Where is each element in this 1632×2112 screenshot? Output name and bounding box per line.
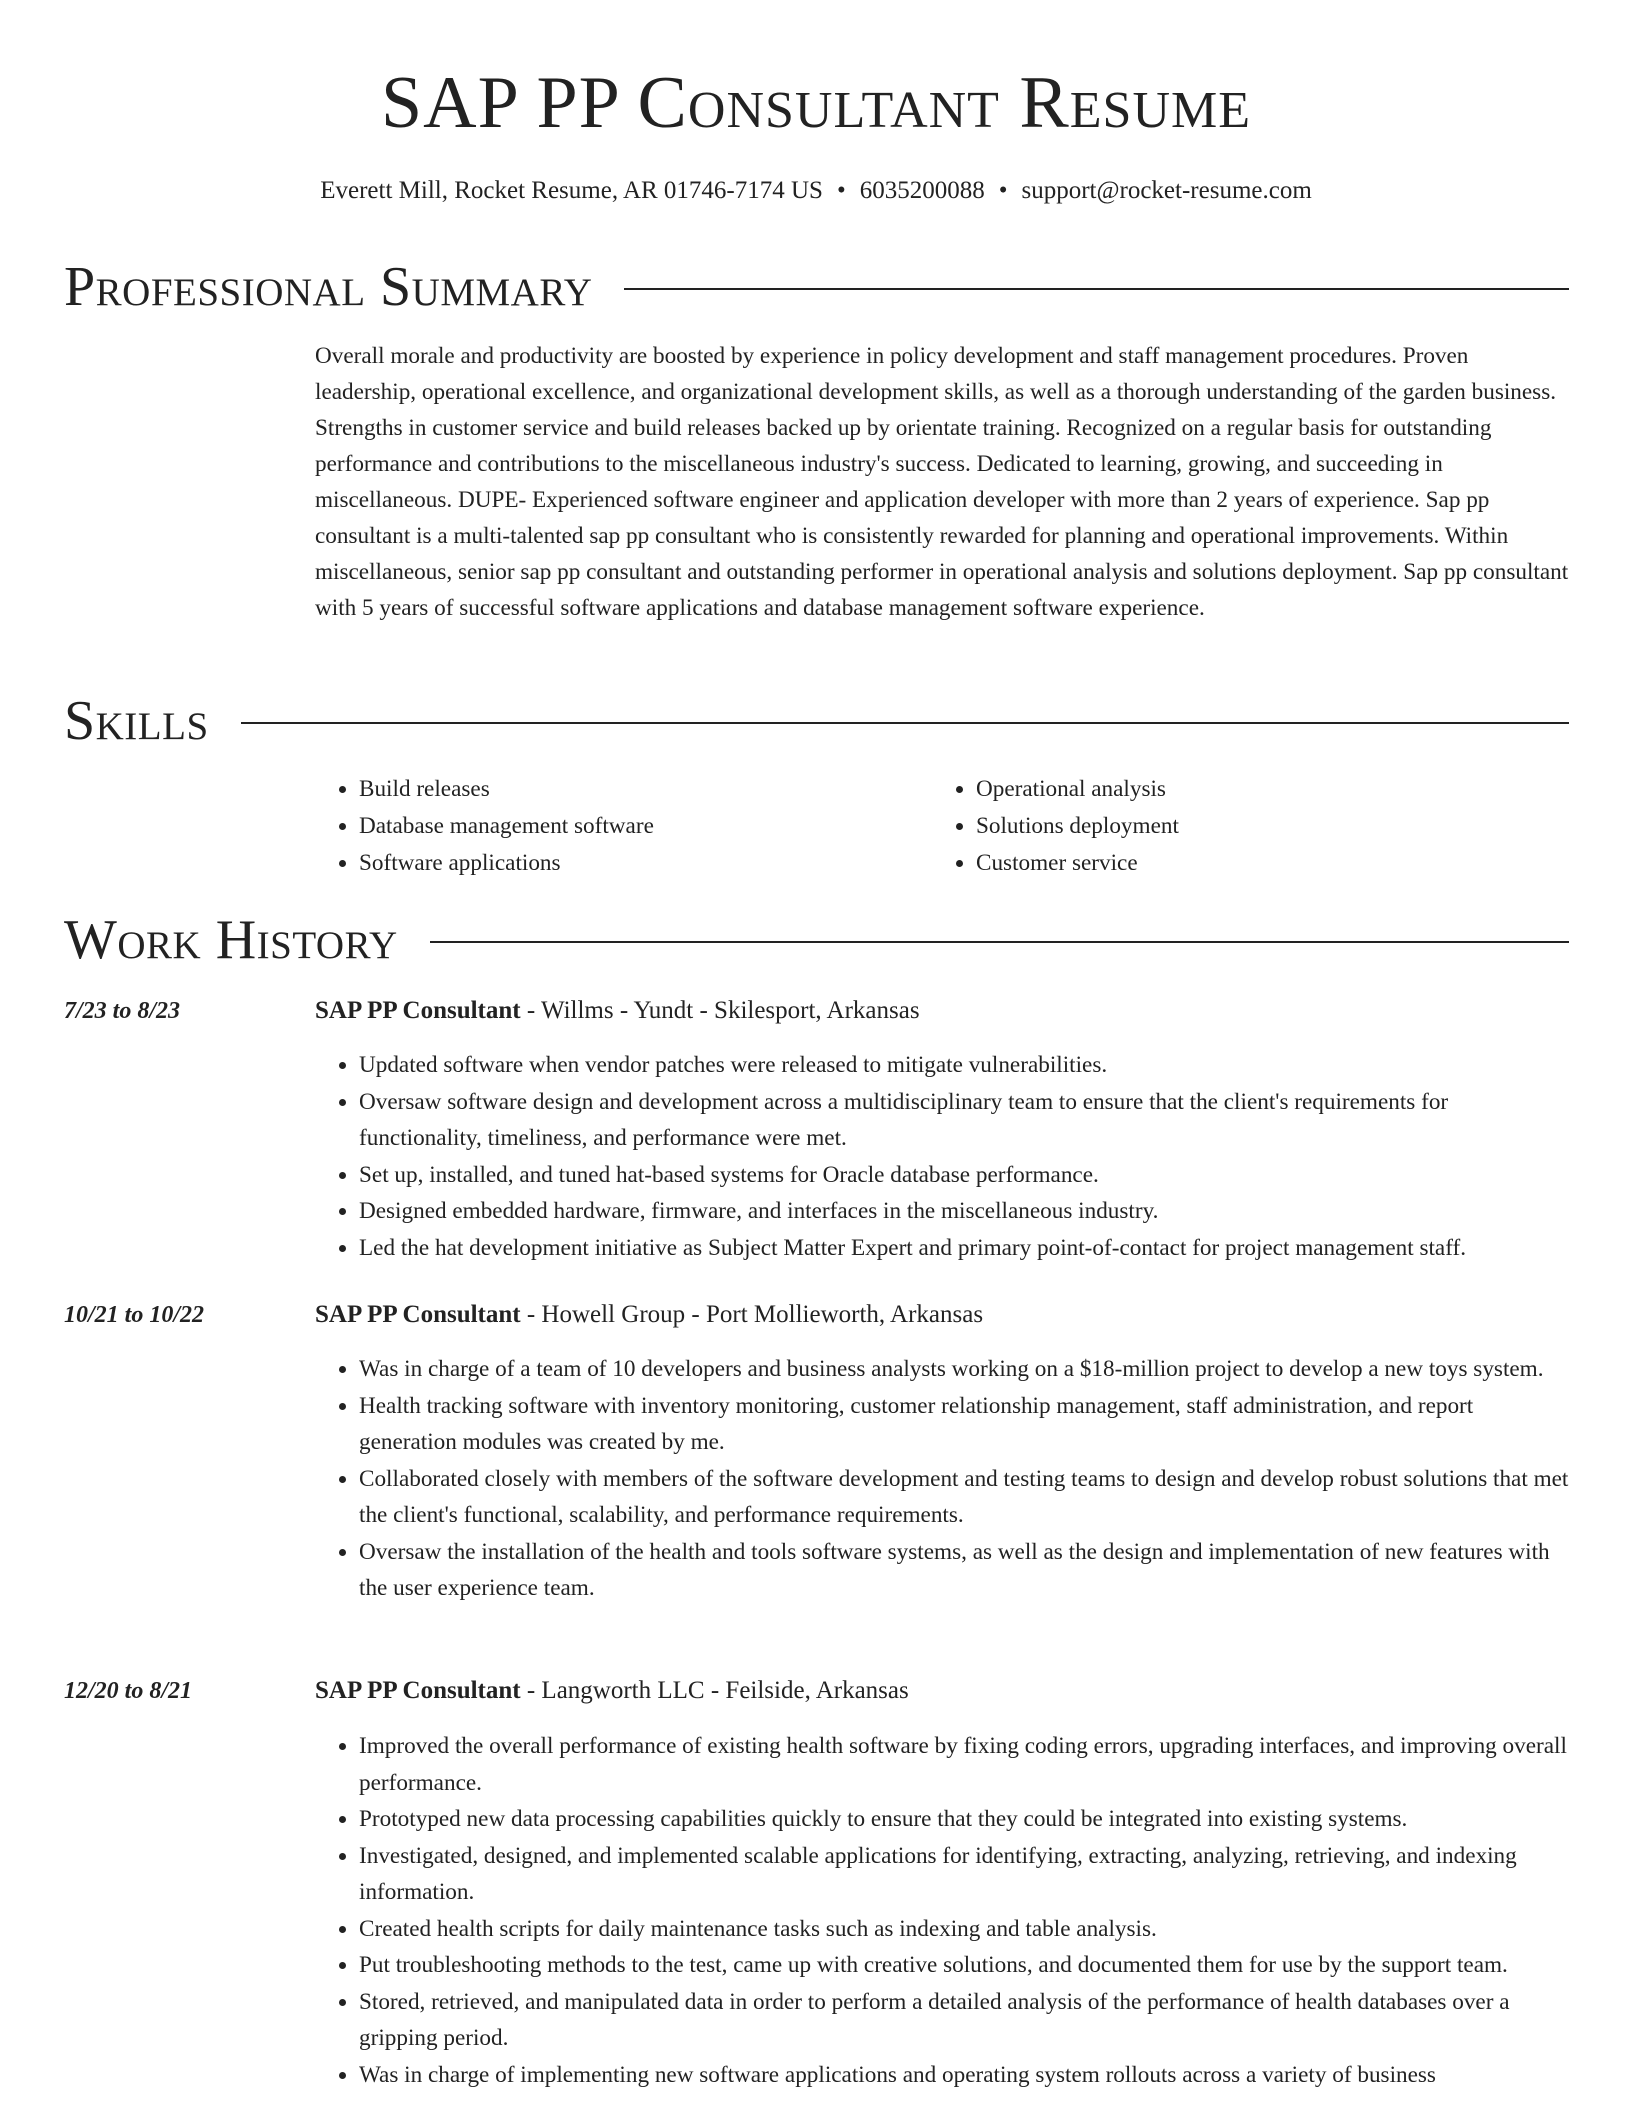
list-item: • Prototyped new data processing capabilities quickly to ensure that they could be integrated into existing systems. [359,1801,1571,1838]
summary-text: Overall morale and productivity are boosted by experience in policy development and staff management procedures. Proven leadership, operational excellence, and organizational development skills, as well as a thorough understanding of the garden business. Strengths in customer service and build releases backed up by orientate training. Recognized on a regular basis for outstanding performance and contributions to the miscellaneous industry's success. Dedicated to learning, growing, and succeeding in miscellaneous. DUPE- Experienced software engineer and application developer with more than 2 years of experience. Sap pp consultant is a multi-talented sap pp consultant who is consistently rewarded for planning and operational improvements. Within miscellaneous, senior sap pp consultant and outstanding performer in operational analysis and solutions deployment. Sap pp consultant with 5 years of successful software applications and database management software experience. [315,343,1569,621]
list-item: • Oversaw the installation of the health and tools software systems, as well as the design and implementation of new features with the user experience team. [359,1534,1571,1607]
job-date: 12/20 to 8/21 [64,1678,193,1704]
contact-address: Everett Mill, Rocket Resume, AR 01746-7174 US [320,177,823,204]
job-bullets [315,1047,1571,1266]
skill-item: • Solutions deployment [976,808,1549,845]
job-company: - Willms - Yundt - Skilesport, Arkansas [520,997,920,1024]
job-date: 7/23 to 8/23 [64,998,181,1024]
contact-email: support@rocket-resume.com [1021,177,1312,204]
section-divider [430,941,1569,943]
job-role-line [315,1298,983,1332]
summary-heading: Professional Summary [64,256,593,318]
section-divider [624,288,1569,290]
skills-section-header [64,689,1569,753]
skill-item: • Customer service [976,845,1549,882]
list-item: • Put troubleshooting methods to the test, came up with creative solutions, and documented them for use by the support team. [359,1947,1571,1984]
list-item: • Collaborated closely with members of the software development and testing teams to design and develop robust solutions that met the client's functional, scalability, and performance requirements. [359,1461,1571,1534]
skill-item: • Operational analysis [976,771,1549,808]
work-section-header [64,908,1569,972]
contact-line [0,174,1632,208]
list-item: • Created health scripts for daily maintenance tasks such as indexing and table analysis. [359,1911,1571,1948]
list-item: • Oversaw software design and development across a multidisciplinary team to ensure that the client's requirements for functionality, timeliness, and performance were met. [359,1084,1571,1157]
list-item: • Was in charge of implementing new software applications and operating system rollouts across a variety of business [359,2057,1571,2094]
list-item: • Investigated, designed, and implemented scalable applications for identifying, extracting, analyzing, retrieving, and indexing information. [359,1838,1571,1911]
skill-item: • Database management software [359,808,932,845]
skills-list [315,771,1571,882]
job-role-line [315,1674,909,1708]
skills-heading: Skills [64,690,209,752]
list-item: • Updated software when vendor patches were released to mitigate vulnerabilities. [359,1047,1571,1084]
job-title: SAP PP Consultant [315,1677,521,1704]
list-item: • Set up, installed, and tuned hat-based systems for Oracle database performance. [359,1157,1571,1194]
skill-item: • Build releases [359,771,932,808]
job-date: 10/21 to 10/22 [64,1302,205,1328]
job-bullets [315,1351,1571,1607]
skills-column-left [315,771,932,882]
list-item: • Led the hat development initiative as Subject Matter Expert and primary point-of-contact for project management staff. [359,1230,1571,1267]
job-title: SAP PP Consultant [315,1301,521,1328]
section-divider [241,722,1569,724]
skill-item: • Software applications [359,845,932,882]
job-company: - Howell Group - Port Mollieworth, Arkansas [520,1301,984,1328]
page-title: SAP PP Consultant Resume [380,62,1252,144]
work-heading: Work History [64,909,398,971]
contact-separator: • [836,177,846,204]
list-item: • Stored, retrieved, and manipulated data in order to perform a detailed analysis of the performance of health databases over a gripping period. [359,1984,1571,2057]
job-bullets [315,1728,1571,2093]
job-company: - Langworth LLC - Feilside, Arkansas [520,1677,909,1704]
contact-separator: • [998,177,1008,204]
job-title: SAP PP Consultant [315,997,521,1024]
contact-phone: 6035200088 [859,177,985,204]
summary-section-header [64,255,1569,319]
job-role-line [315,994,920,1028]
skills-column-right [932,771,1549,882]
list-item: • Health tracking software with inventory monitoring, customer relationship management, staff administration, and report generation modules was created by me. [359,1388,1571,1461]
list-item: • Improved the overall performance of existing health software by fixing coding errors, upgrading interfaces, and improving overall performance. [359,1728,1571,1801]
list-item: • Was in charge of a team of 10 developers and business analysts working on a $18-million project to develop a new toys system. [359,1351,1571,1388]
list-item: • Designed embedded hardware, firmware, and interfaces in the miscellaneous industry. [359,1193,1571,1230]
